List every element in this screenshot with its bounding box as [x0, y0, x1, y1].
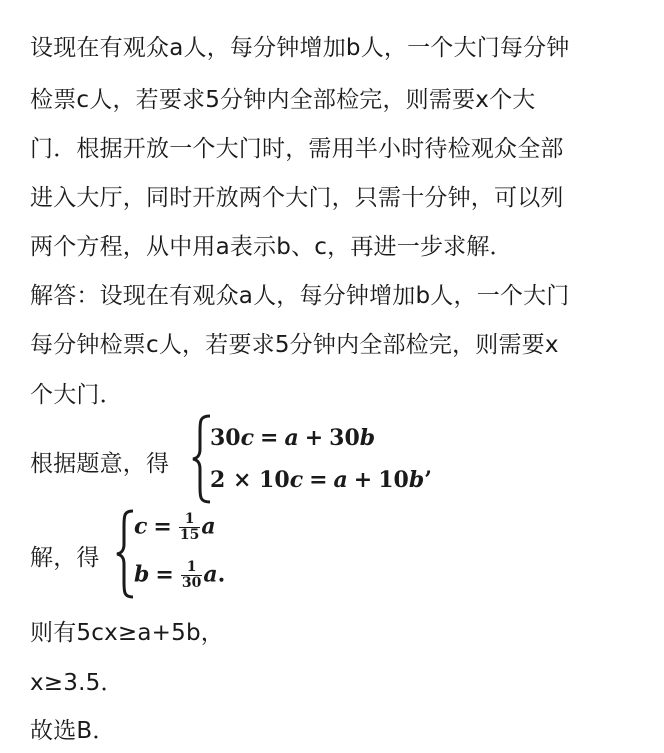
system1-equation-1: 30c = a + 30b — [210, 425, 376, 451]
conclusion-line-1: 则有5cx≥a+5b， — [30, 620, 224, 646]
system2-equation-2: b = $\frac{1}{30}$ a. — [134, 559, 226, 591]
analysis-line-2: 检票c人，若要求5分钟内全部检完，则需要x个大 — [30, 87, 536, 113]
fraction-1-15: $\frac{1}{15}$ — [179, 511, 200, 543]
conclusion-line-3: 故选B． — [30, 718, 116, 744]
answer-line-3: 个大门． — [30, 382, 123, 408]
analysis-line-3: 门．根据开放一个大门时，需用半小时待检观众全部 — [30, 136, 564, 162]
system2-equation-1: c = $\frac{1}{15}$ a — [134, 511, 216, 543]
analysis-line-5: 两个方程，从中用a表示b、c，再进一步求解． — [30, 234, 513, 260]
analysis-line-4: 进入大厅，同时开放两个大门，只需十分钟，可以列 — [30, 185, 564, 211]
system1-equation-2: 2 × 10c = a + 10b’ — [210, 467, 432, 493]
left-brace-icon — [114, 508, 136, 600]
system1-prefix: 根据题意，得 — [30, 451, 170, 477]
fraction-1-30: $\frac{1}{30}$ — [181, 559, 202, 591]
conclusion-line-2: x≥3.5． — [30, 670, 124, 696]
answer-line-1: 解答：设现在有观众a人，每分钟增加b人，一个大门 — [30, 283, 570, 309]
analysis-line-1: 设现在有观众a人，每分钟增加b人，一个大门每分钟 — [30, 35, 570, 61]
system2-prefix: 解，得 — [30, 545, 100, 571]
answer-line-2: 每分钟检票c人，若要求5分钟内全部检完，则需要x — [30, 332, 559, 358]
